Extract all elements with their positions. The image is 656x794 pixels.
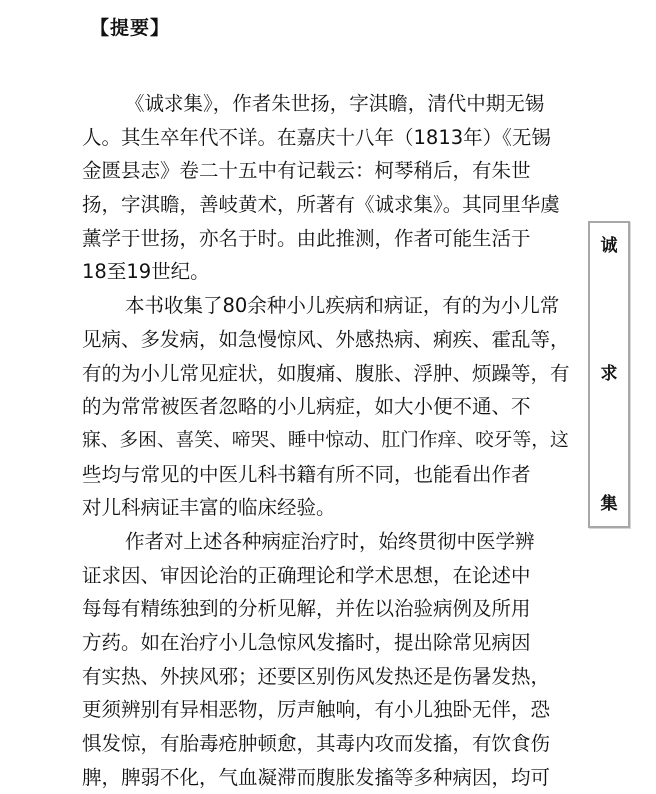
text-line: 18至19世纪。 [82, 260, 210, 284]
text-line: 惧发惊，有胎毒疮肿顿愈，其毒内攻而发搐，有饮食伤 [82, 732, 551, 756]
side-tab-char: 诚 [600, 236, 618, 256]
side-tab-char: 集 [600, 494, 618, 514]
text-line: 证求因、审因论治的正确理论和学术思想，在论述中 [82, 563, 531, 587]
text-line: 每每有精练独到的分析见解，并佐以治验病例及所用 [82, 597, 531, 621]
side-title-tab [588, 221, 630, 528]
text-line: 扬，字淇瞻，善岐黄术，所著有《诚求集》。其同里华虞 [82, 193, 560, 217]
text-line: 《诚求集》，作者朱世扬，字淇瞻，清代中期无锡 [125, 92, 545, 115]
side-tab-char: 求 [600, 364, 618, 384]
text-line: 些均与常见的中医儿科书籍有所不同，也能看出作者 [82, 462, 531, 486]
text-line: 见病、多发病，如急慢惊风、外感热病、痢疾、霍乱等， [82, 327, 570, 351]
text-line: 寐、多困、喜笑、啼哭、睡中惊动、肛门作痒、咬牙等，这 [82, 429, 569, 451]
body-text [82, 87, 574, 794]
text-line: 的为常常被医者忽略的小儿病症，如大小便不通、不 [82, 395, 531, 419]
text-line: 本书收集了80余种小儿疾病和病证，有的为小儿常 [125, 294, 560, 318]
text-line: 对儿科病证丰富的临床经验。 [82, 496, 336, 520]
text-line: 有的为小儿常见症状，如腹痛、腹胀、浮肿、烦躁等，有 [82, 361, 570, 385]
text-line: 金匮县志》卷二十五中有记载云：柯琴稍后，有朱世 [82, 159, 531, 183]
text-line: 更须辨别有异相恶物，厉声触响，有小儿独卧无伴，恐 [82, 698, 551, 722]
text-line: 人。其生卒年代不详。在嘉庆十八年（1813年）《无锡 [82, 125, 551, 149]
section-heading: 【提要】 [90, 17, 171, 39]
text-line: 方药。如在治疗小儿急惊风发搐时，提出除常见病因 [82, 631, 531, 654]
text-line: 脾，脾弱不化，气血凝滞而腹胀发搐等多种病因，均可 [82, 765, 551, 789]
text-line: 有实热、外挟风邪；还要区别伤风发热还是伤暑发热， [82, 664, 551, 688]
text-line: 薰学于世扬，亦名于时。由此推测，作者可能生活于 [82, 226, 531, 250]
text-line: 作者对上述各种病症治疗时，始终贯彻中医学辨 [125, 529, 535, 553]
